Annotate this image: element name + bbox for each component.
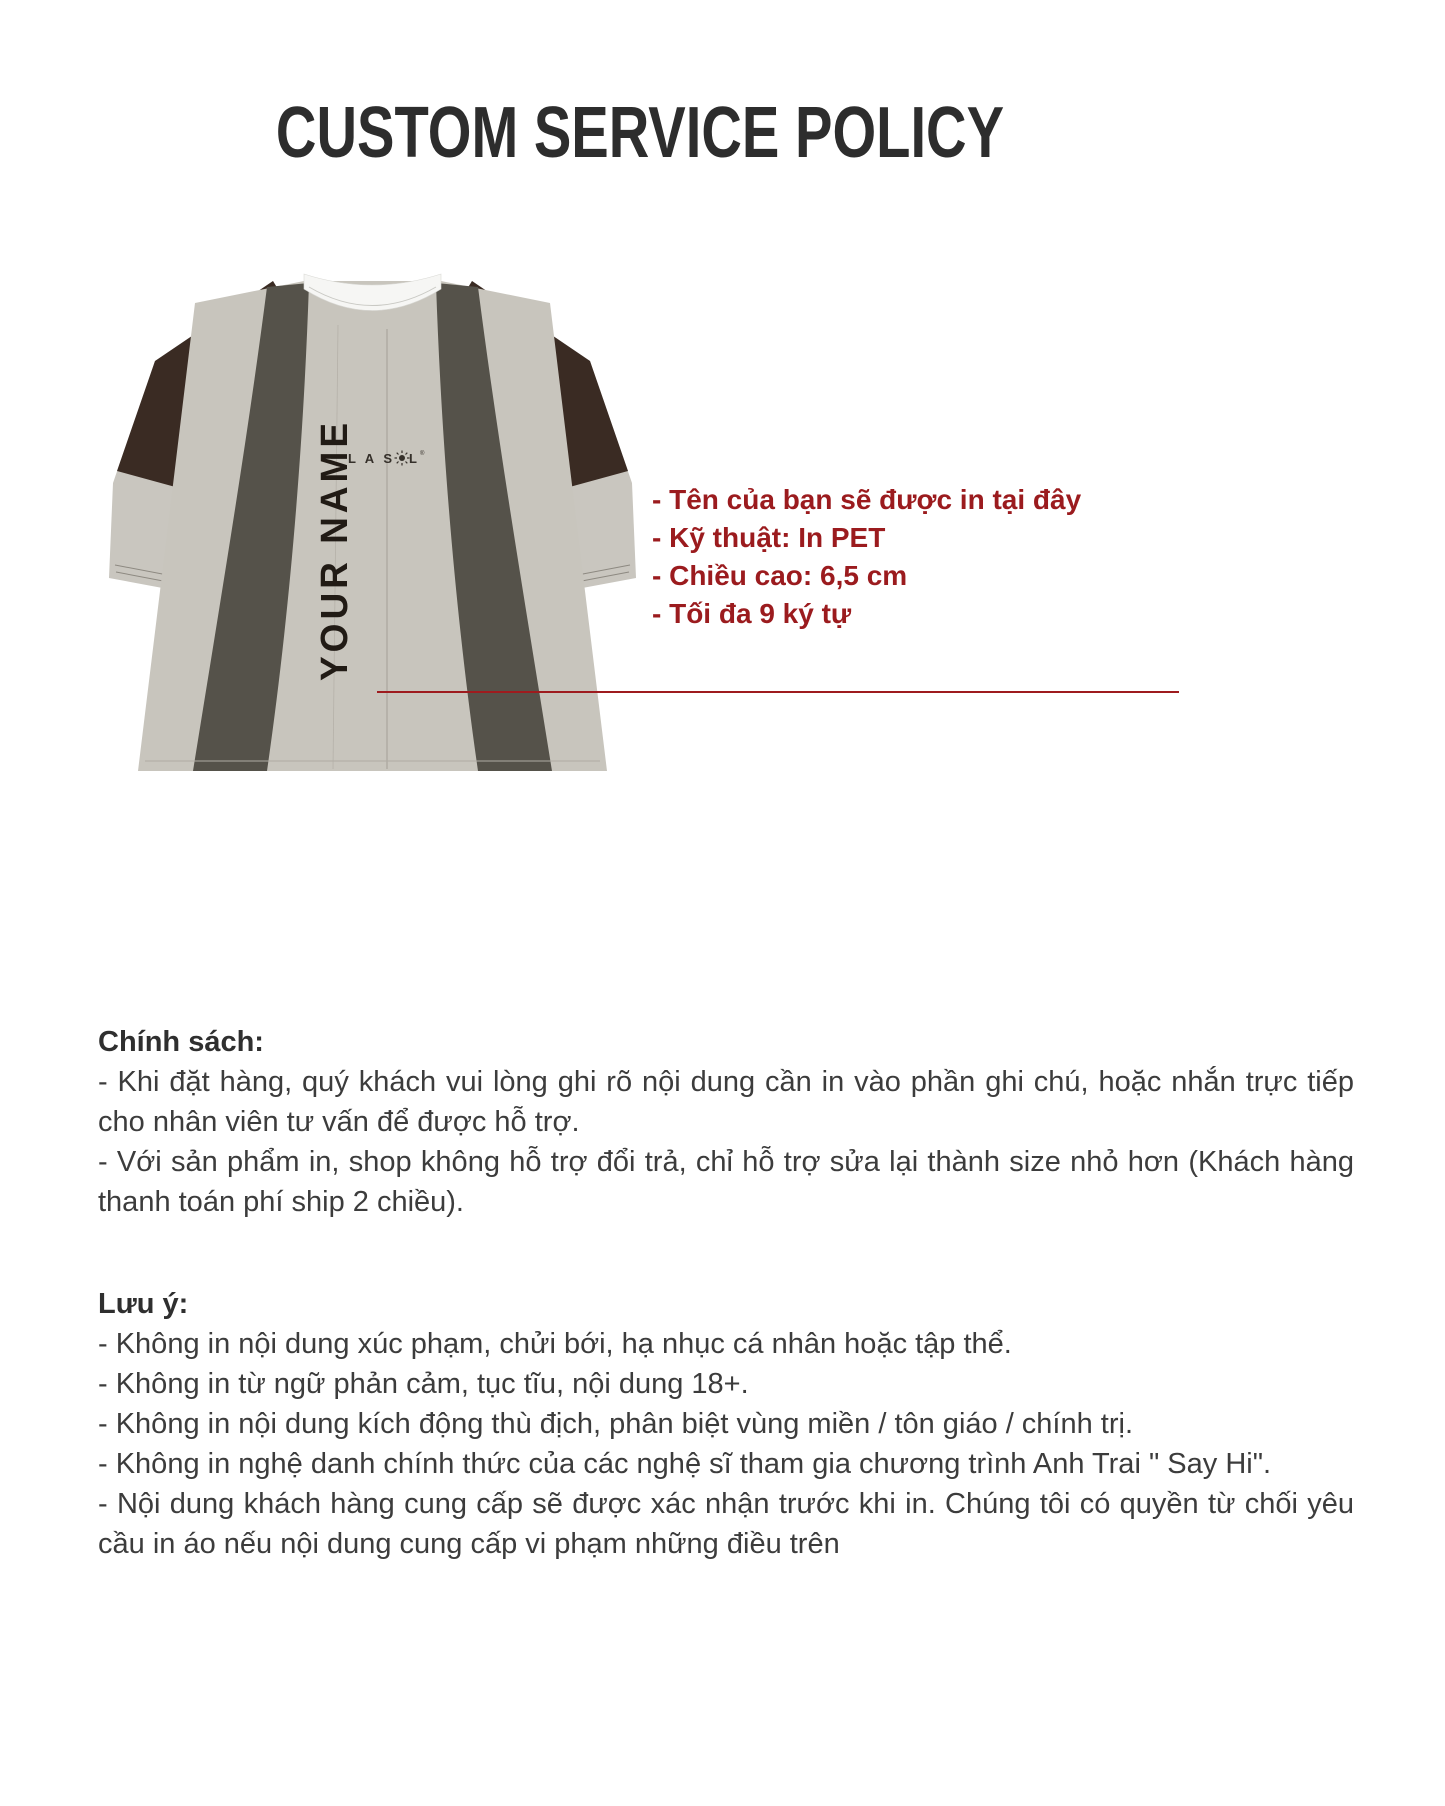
policy-text-section bbox=[98, 1022, 1354, 1564]
product-photo-tshirt-back bbox=[95, 233, 650, 778]
page-title: CUSTOM SERVICE POLICY bbox=[275, 93, 1005, 173]
notes-item: - Không in nghệ danh chính thức của các nghệ sĩ tham gia chương trình Anh Trai " Say Hi". bbox=[98, 1448, 1272, 1480]
brand-logo-right: L bbox=[409, 451, 417, 466]
policy-item: - Khi đặt hàng, quý khách vui lòng ghi rõ nội dung cần in vào phần ghi chú, hoặc nhắn trực tiếp cho nhân viên tư vấn để được hỗ trợ. bbox=[98, 1066, 1354, 1138]
annotation-line: - Kỹ thuật: In PET bbox=[652, 522, 886, 553]
annotation-list bbox=[652, 481, 1212, 633]
tshirt-illustration bbox=[95, 233, 650, 778]
brand-logo-lasol bbox=[348, 450, 425, 466]
annotation-line: - Tối đa 9 ký tự bbox=[652, 598, 852, 629]
notes-item: - Không in nội dung xúc phạm, chửi bới, hạ nhục cá nhân hoặc tập thể. bbox=[98, 1328, 1012, 1360]
annotation-pointer-line bbox=[377, 691, 1179, 693]
notes-item: - Không in từ ngữ phản cảm, tục tĩu, nội dung 18+. bbox=[98, 1368, 749, 1400]
brand-logo-left: L A S bbox=[347, 451, 395, 466]
policy-item: - Với sản phẩm in, shop không hỗ trợ đổi trả, chỉ hỗ trợ sửa lại thành size nhỏ hơn (Khách hàng thanh toán phí ship 2 chiều). bbox=[98, 1146, 1354, 1218]
section-gap bbox=[98, 1222, 1354, 1284]
annotation-line: - Tên của bạn sẽ được in tại đây bbox=[652, 484, 1082, 515]
policy-heading: Chính sách: bbox=[98, 1026, 264, 1058]
brand-logo-registered-mark: ® bbox=[420, 451, 425, 457]
custom-name-print: YOUR NAME bbox=[314, 412, 356, 681]
notes-item: - Không in nội dung kích động thù địch, phân biệt vùng miền / tôn giáo / chính trị. bbox=[98, 1408, 1134, 1440]
sun-icon bbox=[395, 451, 410, 466]
annotation-line: - Chiều cao: 6,5 cm bbox=[652, 560, 908, 591]
notes-item: - Nội dung khách hàng cung cấp sẽ được xác nhận trước khi in. Chúng tôi có quyền từ chối yêu cầu in áo nếu nội dung cung cấp vi phạm những điều trên bbox=[98, 1488, 1354, 1560]
notes-heading: Lưu ý: bbox=[98, 1288, 189, 1320]
